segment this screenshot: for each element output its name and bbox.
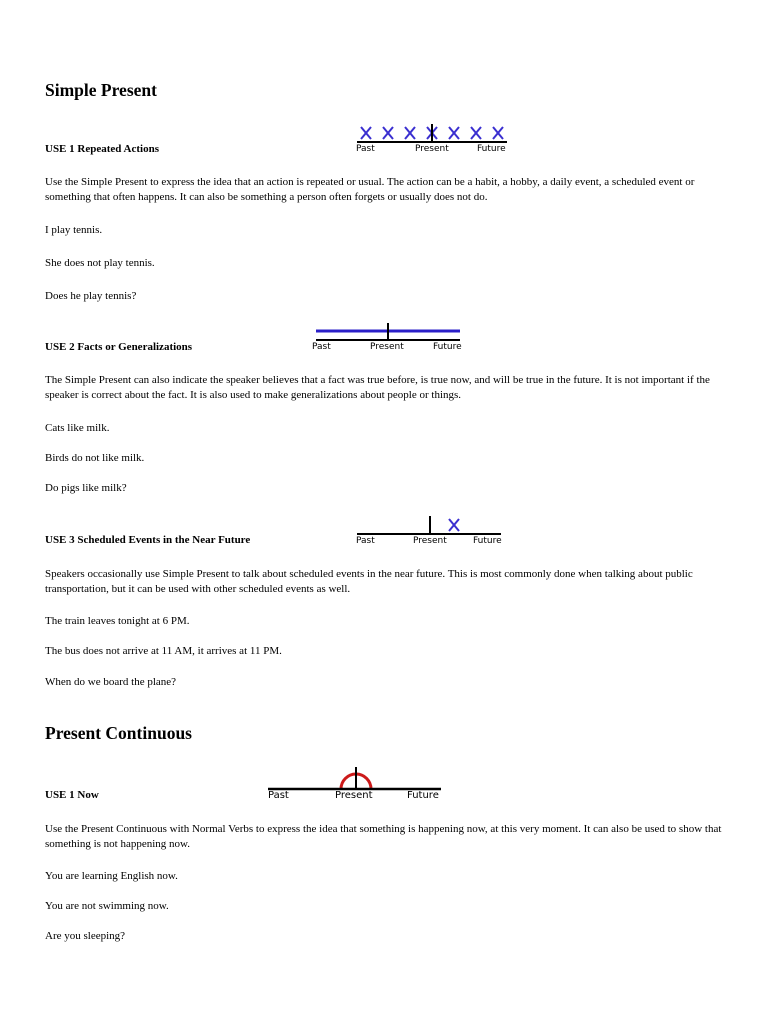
timeline-past-label: Past <box>312 342 331 352</box>
example-sentence: When do we board the plane? <box>45 676 177 688</box>
timeline-facts <box>312 320 472 356</box>
example-sentence: She does not play tennis. <box>45 257 155 269</box>
section-title: Present Continuous <box>45 723 192 743</box>
example-sentence: Do pigs like milk? <box>45 482 127 494</box>
timeline-now <box>266 764 451 804</box>
explanation-paragraph: Speakers occasionally use Simple Present to talk about scheduled events in the near future. This is most commonly done when talking about public transportation, but it can be used with other scheduled events as well. <box>45 568 693 595</box>
timeline-present-label: Present <box>415 144 449 154</box>
example-sentence: Does he play tennis? <box>45 290 137 302</box>
example-sentence: The bus does not arrive at 11 AM, it arrives at 11 PM. <box>45 645 282 657</box>
example-sentence: Birds do not like milk. <box>45 452 145 464</box>
use-heading: USE 1 Repeated Actions <box>45 143 159 155</box>
example-sentence: You are learning English now. <box>45 870 178 882</box>
section-title: Simple Present <box>45 80 157 100</box>
use-heading: USE 3 Scheduled Events in the Near Future <box>45 534 251 546</box>
timeline-past-label: Past <box>268 790 289 801</box>
explanation-paragraph: Use the Present Continuous with Normal Verbs to express the idea that something is happening now, at this very moment. It can also be used to show that something is not happening now. <box>45 823 722 850</box>
timeline-future-label: Future <box>473 536 502 546</box>
example-sentence: Are you sleeping? <box>45 930 126 942</box>
timeline-repeated-actions <box>355 122 515 158</box>
timeline-future-label: Future <box>433 342 462 352</box>
timeline-present-label: Present <box>413 536 447 546</box>
example-sentence: The train leaves tonight at 6 PM. <box>45 615 190 627</box>
example-sentence: Cats like milk. <box>45 422 110 434</box>
timeline-past-label: Past <box>356 536 375 546</box>
explanation-paragraph: The Simple Present can also indicate the speaker believes that a fact was true before, is true now, and will be true in the future. It is not important if the speaker is correct about the fact. It is also used to make generalizations about people or things. <box>45 374 710 401</box>
timeline-present-label: Present <box>370 342 404 352</box>
example-sentence: I play tennis. <box>45 224 103 236</box>
timeline-scheduled-events <box>355 513 515 549</box>
use-heading: USE 1 Now <box>45 789 99 801</box>
use-heading: USE 2 Facts or Generalizations <box>45 341 193 353</box>
example-sentence: You are not swimming now. <box>45 900 169 912</box>
timeline-past-label: Past <box>356 144 375 154</box>
timeline-present-label: Present <box>335 790 373 801</box>
timeline-future-label: Future <box>407 790 439 801</box>
timeline-future-label: Future <box>477 144 506 154</box>
explanation-paragraph: Use the Simple Present to express the idea that an action is repeated or usual. The action can be a habit, a hobby, a daily event, a scheduled event or something that often happens. It can also be something a person often forgets or usually does not do. <box>45 176 695 203</box>
